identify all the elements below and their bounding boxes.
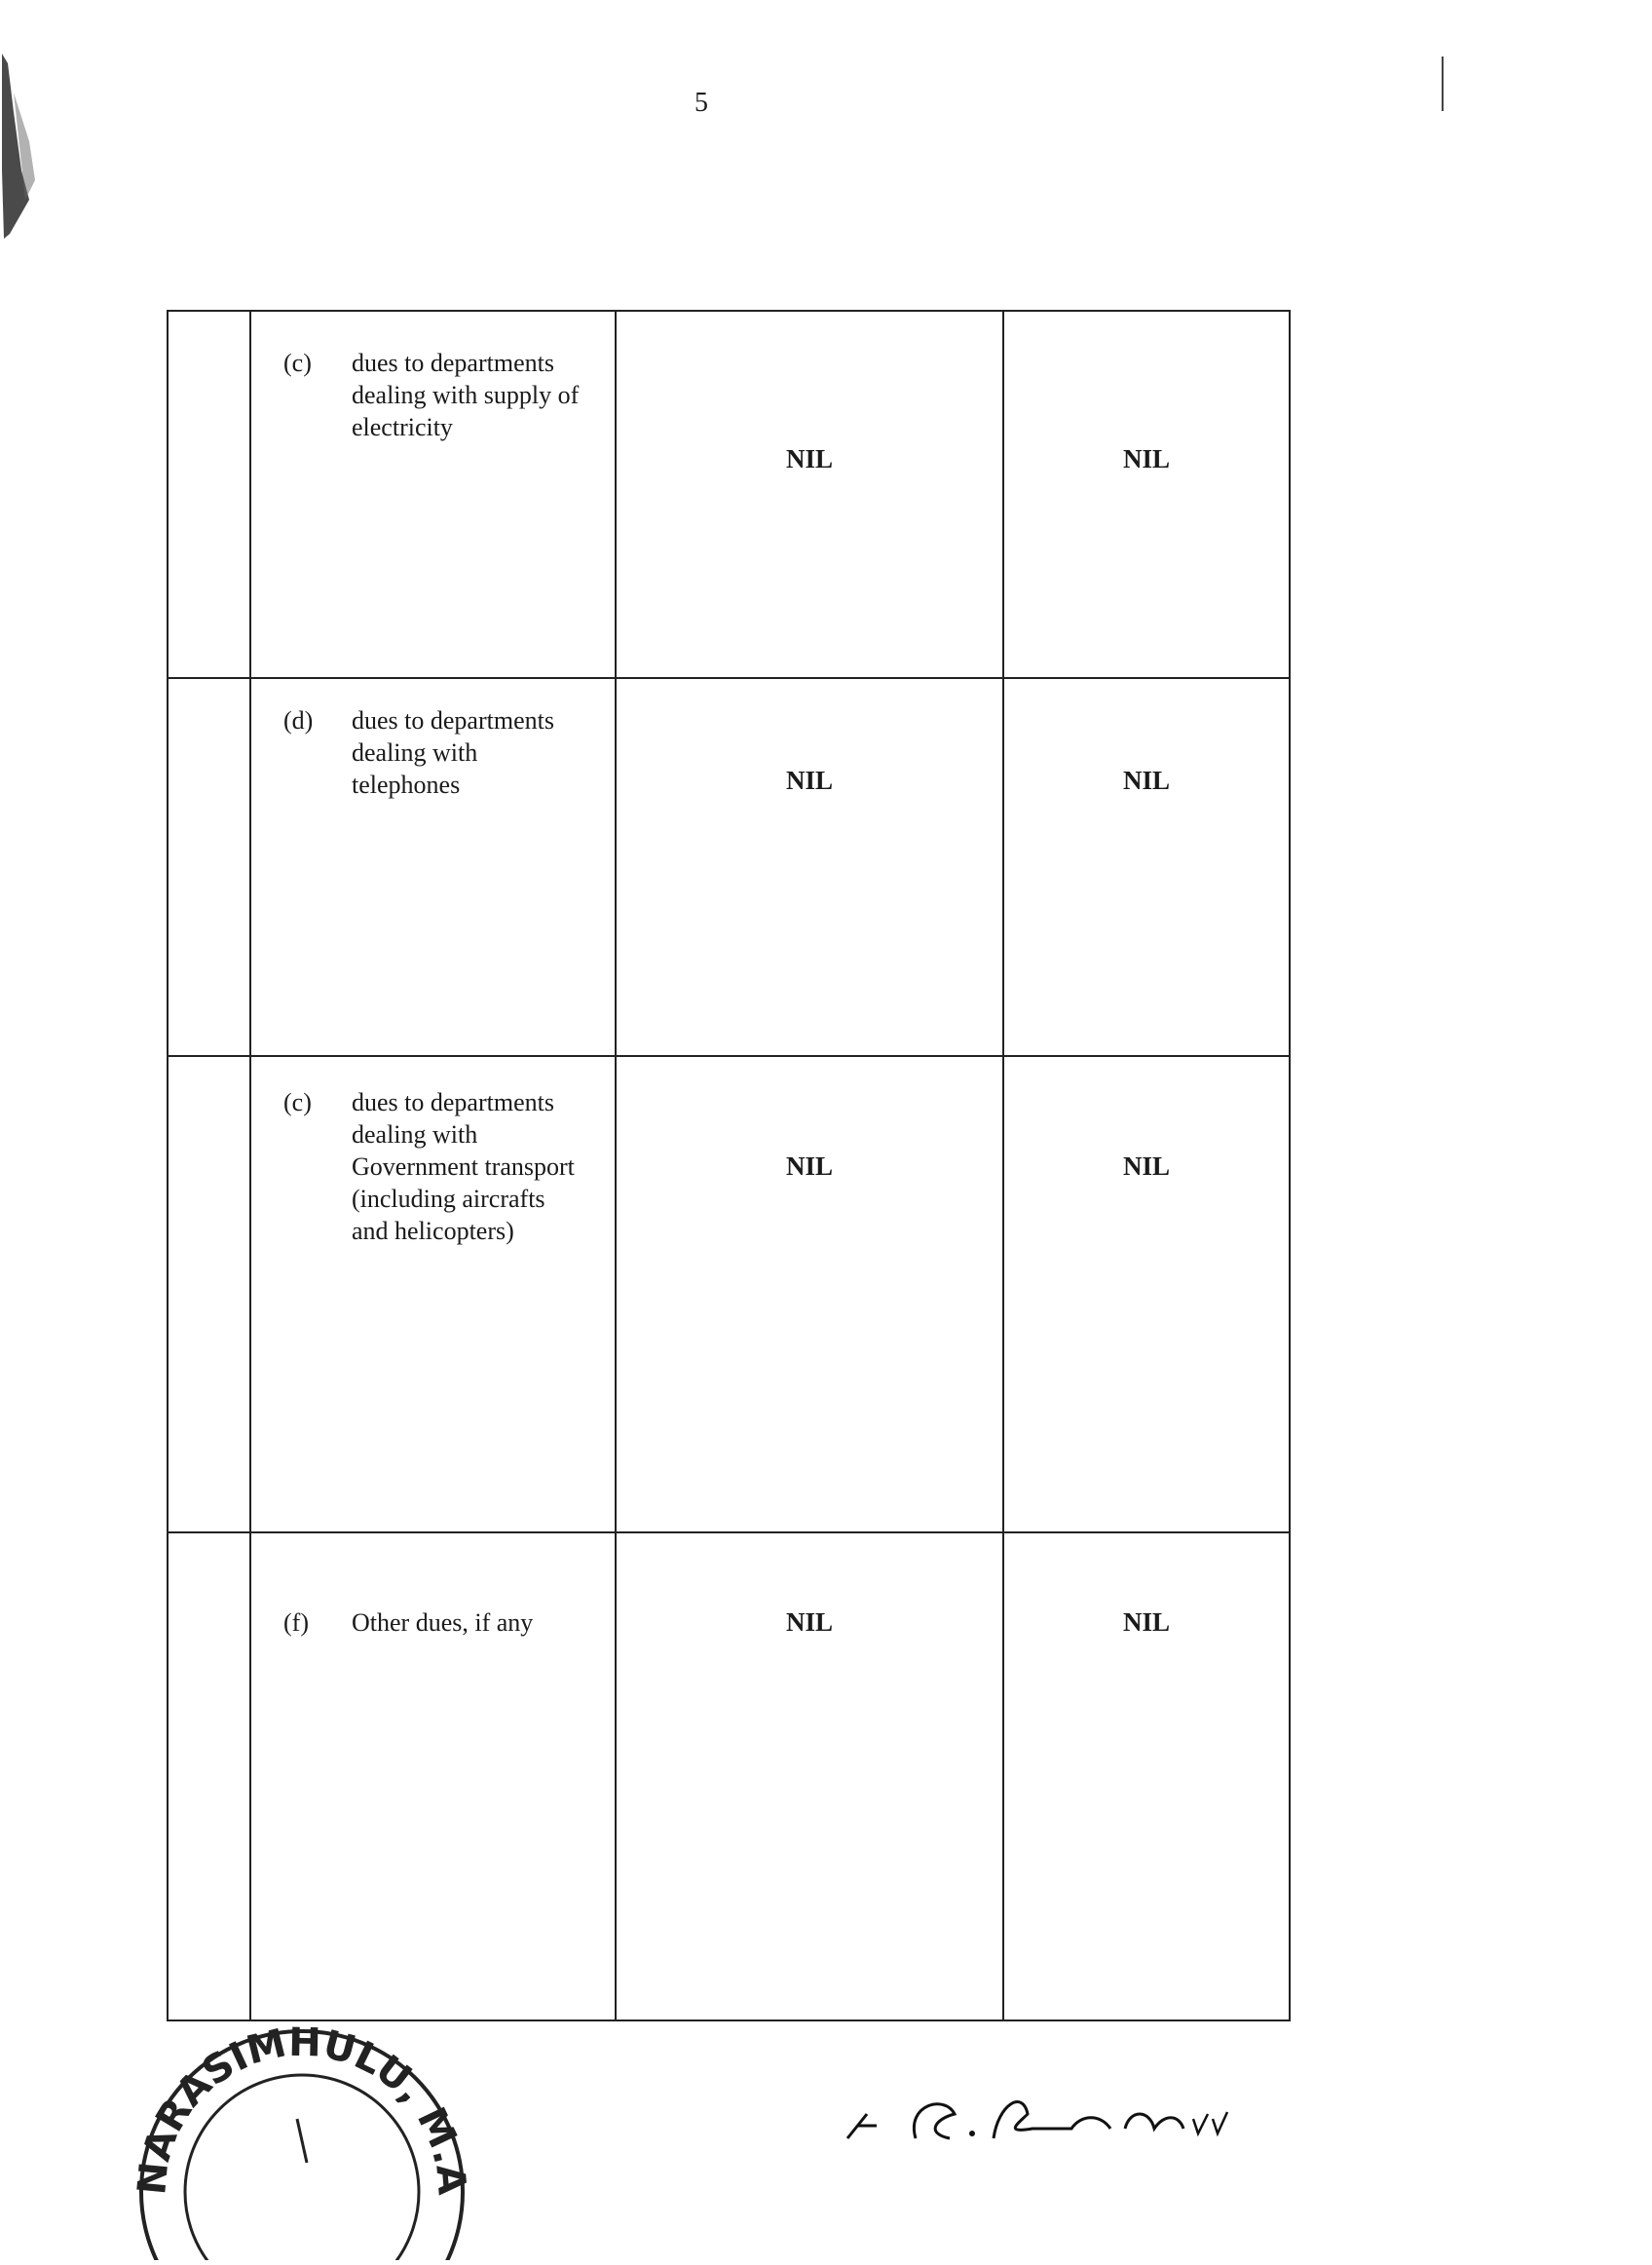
item-cell <box>250 311 616 678</box>
nil-value: NIL <box>785 444 833 473</box>
value-cell <box>1003 311 1290 678</box>
page-number: 5 <box>695 88 708 118</box>
item-letter: (c) <box>283 349 312 377</box>
value-cell <box>616 311 1003 678</box>
serial-cell <box>168 678 250 1056</box>
nil-value: NIL <box>1122 444 1170 473</box>
scan-edge-mark <box>1442 57 1444 111</box>
value-cell <box>616 1056 1003 1532</box>
value-cell <box>1003 1056 1290 1532</box>
value-cell <box>616 1532 1003 2020</box>
serial-cell <box>168 1056 250 1532</box>
item-letter: (c) <box>283 1088 312 1116</box>
item-cell <box>250 678 616 1056</box>
serial-cell <box>168 311 250 678</box>
value-cell <box>1003 678 1290 1056</box>
item-description: dues to departments dealing with telephones <box>352 706 554 799</box>
item-cell <box>250 1532 616 2020</box>
item-description: Other dues, if any <box>352 1608 534 1637</box>
item-cell <box>250 1056 616 1532</box>
nil-value: NIL <box>1122 1151 1170 1181</box>
nil-value: NIL <box>1122 766 1170 795</box>
item-letter: (f) <box>283 1608 309 1637</box>
svg-text:NARASIMHULU, M.A <box>130 2026 473 2197</box>
item-description: dues to departments dealing with Government transport (including aircrafts and helicopters) <box>352 1088 575 1245</box>
nil-value: NIL <box>785 1607 833 1637</box>
value-cell <box>1003 1532 1290 2020</box>
item-letter: (d) <box>283 706 314 735</box>
scan-binding-shadow <box>0 54 39 239</box>
official-seal <box>127 2026 477 2197</box>
item-description: dues to departments dealing with supply of electricity <box>352 349 580 441</box>
dues-table <box>167 310 1291 2021</box>
value-cell <box>616 678 1003 1056</box>
nil-value: NIL <box>785 1151 833 1181</box>
table-row <box>168 678 1290 1056</box>
nil-value: NIL <box>1122 1607 1170 1637</box>
table-row <box>168 311 1290 678</box>
table-row <box>168 1056 1290 1532</box>
seal-text: NARASIMHULU, M.A <box>130 2026 474 2197</box>
signature <box>828 2085 1276 2143</box>
serial-cell <box>168 1532 250 2020</box>
table-row <box>168 1532 1290 2020</box>
nil-value: NIL <box>785 766 833 795</box>
